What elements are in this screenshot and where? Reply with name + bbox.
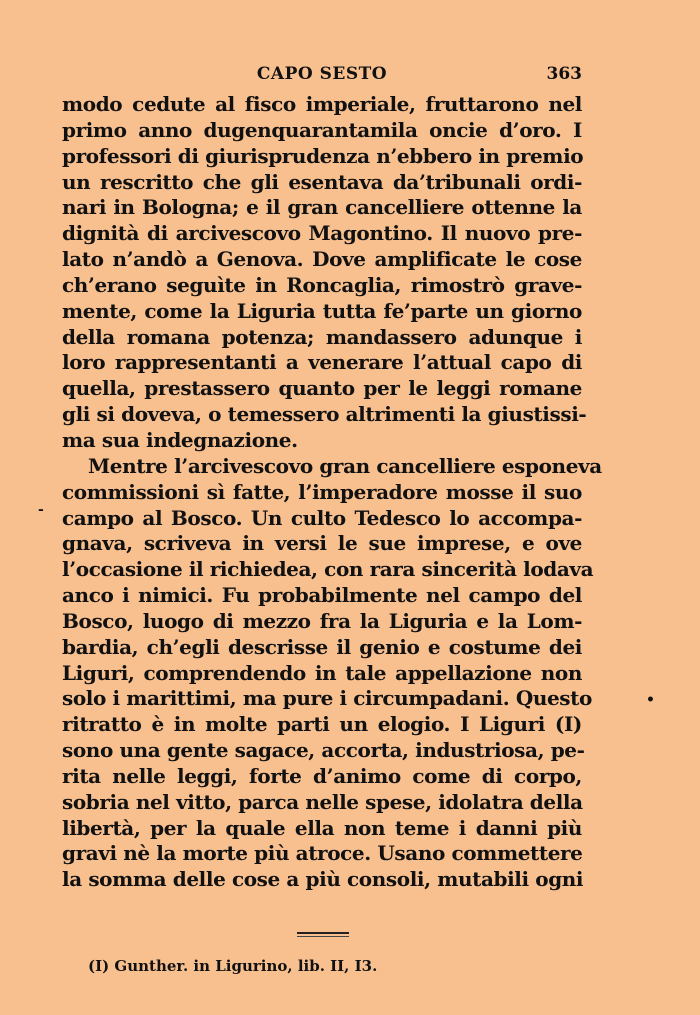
text-line: ch’erano seguìte in Roncaglia, rimostrò grave-	[62, 272, 582, 297]
text-line: bardia, ch’egli descrisse il genio e costume dei	[62, 634, 582, 659]
text-line: modo cedute al fisco imperiale, fruttarono nel	[62, 92, 582, 116]
text-line: primo anno dugenquarantamila oncie d’oro. I	[62, 117, 582, 142]
text-line: la somma delle cose a più consoli, mutabili ogni	[62, 867, 584, 892]
footnote: (I) Gunther. in Ligurino, lib. II, I3.	[88, 957, 378, 975]
margin-dot-mark: •	[646, 692, 655, 708]
text-line: sono una gente sagace, accorta, industriosa, pe-	[62, 738, 585, 763]
text-line: Liguri, comprendendo in tale appellazione non	[62, 660, 582, 685]
text-line: campo al Bosco. Un culto Tedesco lo accompa-	[62, 505, 582, 530]
text-line: Bosco, luogo di mezzo fra la Liguria e la Lom-	[62, 608, 582, 633]
body-text	[62, 92, 602, 893]
text-line: mente, come la Liguria tutta fe’parte un giorno	[62, 298, 582, 323]
page-header	[62, 64, 582, 90]
text-line: gravi nè la morte più atroce. Usano commettere	[62, 841, 583, 866]
text-line: loro rappresentanti a venerare l’attual capo di	[62, 350, 582, 375]
footnote-rule-thin	[297, 936, 349, 937]
text-line: anco i nimici. Fu probabilmente nel campo del	[62, 583, 582, 608]
text-line: solo i marittimi, ma pure i circumpadani. Questo	[62, 686, 592, 711]
text-line: quella, prestassero quanto per le leggi romane	[62, 376, 582, 401]
text-line: gli si doveva, o temessero altrimenti la giustissi-	[62, 402, 587, 427]
text-line: libertà, per la quale ella non teme i danni più	[62, 815, 582, 840]
footnote-rule	[297, 932, 349, 934]
paragraph-start-line: Mentre l’arcivescovo gran cancelliere esponeva	[88, 453, 602, 478]
text-line: lato n’andò a Genova. Dove amplificate le cose	[62, 247, 582, 272]
page-number: 363	[546, 64, 582, 84]
text-line: ritratto è in molte parti un elogio. I Liguri (I)	[62, 712, 582, 737]
text-line: nari in Bologna; e il gran cancelliere ottenne la	[62, 195, 582, 220]
text-line: ma sua indegnazione.	[62, 427, 298, 452]
text-line: un rescritto che gli esentava da’tribunali ordi-	[62, 169, 582, 194]
text-line: l’occasione il richiedea, con rara sincerità lodava	[62, 557, 594, 582]
text-line: commissioni sì fatte, l’imperadore mosse il suo	[62, 479, 582, 504]
margin-dash-mark: -	[38, 502, 44, 518]
text-line: rita nelle leggi, forte d’animo come di corpo,	[62, 763, 582, 788]
text-line: professori di giurisprudenza n’ebbero in premio	[62, 143, 584, 168]
text-line: della romana potenza; mandassero adunque i	[62, 324, 582, 349]
text-line: sobria nel vitto, parca nelle spese, idolatra della	[62, 789, 583, 814]
running-title: CAPO SESTO	[256, 64, 388, 84]
text-line: dignità di arcivescovo Magontino. Il nuovo pre-	[62, 221, 582, 246]
text-line: gnava, scriveva in versi le sue imprese, e ove	[62, 531, 582, 556]
